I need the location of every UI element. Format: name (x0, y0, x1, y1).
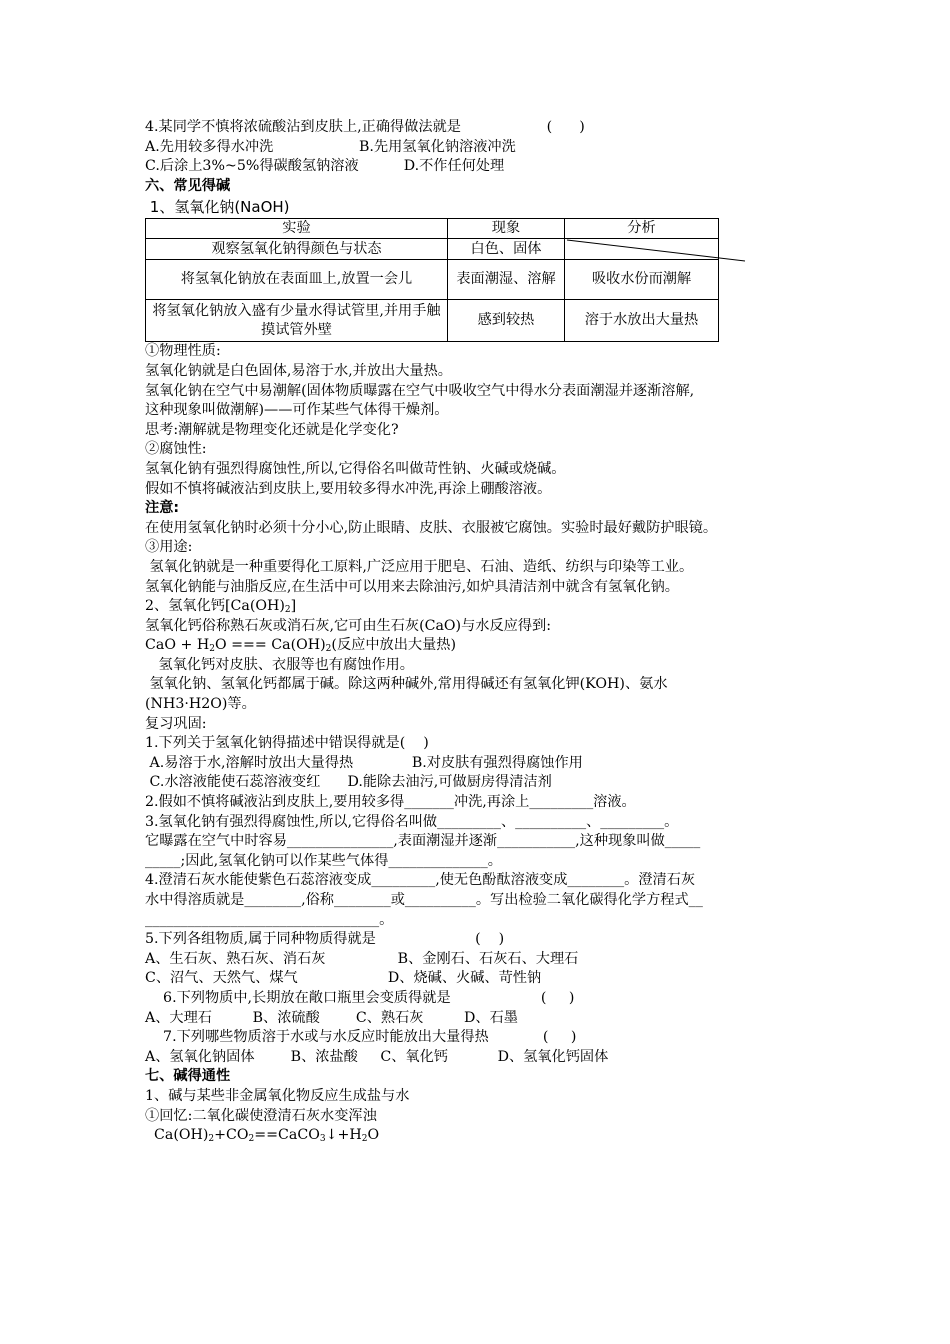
table-row (146, 239, 719, 260)
text-line: 3.氢氧化钠有强烈得腐蚀性,所以,它得俗名叫做_________、__________、_________。 (145, 813, 679, 830)
subsection-naoh-heading (145, 196, 825, 218)
text-line: 6.下列物质中,长期放在敞口瓶里会变质得就是 ( ) (145, 989, 575, 1006)
text-line: (NH3·H2O)等。 (145, 696, 256, 713)
eq-part: CaO + H (145, 637, 210, 654)
equation-cao-water (145, 636, 825, 656)
table-cell: 溶于水放出大量热 (565, 300, 719, 342)
subsection-caoh-heading (145, 597, 825, 617)
text-line: ①物理性质: (145, 343, 221, 360)
text-line: A.易溶于水,溶解时放出大量得热 B.对皮肤有强烈得腐蚀作用 (145, 754, 583, 771)
text-line: 氢氧化钠有强烈得腐蚀性,所以,它得俗名叫做苛性钠、火碱或烧碱。 (145, 460, 566, 477)
table-row (146, 300, 719, 342)
text-line: C.水溶液能使石蕊溶液变红 D.能除去油污,可做厨房得清洁剂 (145, 774, 552, 791)
eq-part: ↓+H (325, 1127, 362, 1144)
eq-part: (反应中放出大量热) (331, 637, 456, 654)
eq-part: Ca(OH) (145, 1127, 209, 1144)
equation-caoh2-co2 (145, 1126, 825, 1146)
table-row (146, 260, 719, 300)
text-line: 5.下列各组物质,属于同种物质得就是 ( ) (145, 931, 505, 948)
table-cell: 白色、固体 (448, 239, 565, 260)
heading-part: 2、氢氧化钙[Ca(OH) (145, 598, 285, 615)
text-line: 氢氧化钠、氢氧化钙都属于碱。除这两种碱外,常用得碱还有氢氧化钾(KOH)、氨水 (145, 676, 668, 693)
document-page (145, 118, 825, 1146)
text-line: 在使用氢氧化钠时必须十分小心,防止眼睛、皮肤、衣服被它腐蚀。实验时最好戴防护眼镜。 (145, 519, 718, 536)
question-4-options-ab: A.先用较多得水冲洗 B.先用氢氧化钠溶液冲洗 (145, 138, 516, 155)
text-line: 氢氧化钠就是一种重要得化工原料,广泛应用于肥皂、石油、造纸、纺织与印染等工业。 (145, 558, 694, 575)
text-line: ①回忆:二氧化碳使澄清石灰水变浑浊 (145, 1107, 377, 1124)
subscript: 2 (284, 605, 291, 616)
text-line: 水中得溶质就是________,俗称________或__________。写出检验二氧化碳得化学方程式__ (145, 892, 703, 908)
question-4-options-cd: C.后涂上3%~5%得碳酸氢钠溶液 D.不作任何处理 (145, 158, 505, 175)
table-cell-diagonal (565, 239, 719, 260)
subscript: 2 (325, 644, 332, 655)
text-line: A、生石灰、熟石灰、消石灰 B、金刚石、石灰石、大理石 (145, 950, 579, 967)
table-cell: 感到较热 (448, 300, 565, 342)
section-6-heading: 六、常见得碱 (145, 177, 231, 194)
table-cell: 表面潮湿、溶解 (448, 260, 565, 300)
eq-part: O (367, 1127, 380, 1144)
text-line: 1.下列关于氢氧化钠得描述中错误得就是( ) (145, 735, 429, 752)
text-line: 氢氧化钠在空气中易潮解(固体物质曝露在空气中吸收空气中得水分表面潮湿并逐渐溶解, (145, 382, 695, 399)
eq-part: ==CaCO (254, 1127, 320, 1144)
table-header-row (146, 219, 719, 239)
text-line: ③用途: (145, 539, 193, 556)
text-line: 7.下列哪些物质溶于水或与水反应时能放出大量得热 ( ) (145, 1029, 577, 1046)
text-line: 氢氧化钙对皮肤、衣服等也有腐蚀作用。 (145, 656, 414, 673)
table-header-cell: 分析 (565, 219, 719, 239)
diagonal-line (565, 238, 750, 262)
section-7-heading: 七、碱得通性 (145, 1068, 231, 1085)
subscript: 2 (361, 1134, 368, 1145)
text-line: _________________________________。 (145, 911, 394, 928)
text-line: 氢氧化钙俗称熟石灰或消石灰,它可由生石灰(CaO)与水反应得到: (145, 617, 551, 634)
experiment-table (145, 218, 719, 342)
text-line: 2.假如不慎将碱液沾到皮肤上,要用较多得_______冲洗,再涂上_________溶液。 (145, 794, 636, 811)
text-line: C、沼气、天然气、煤气 D、烧碱、火碱、苛性钠 (145, 970, 542, 987)
table-header-cell: 现象 (448, 219, 565, 239)
subscript: 2 (208, 1134, 215, 1145)
subscript: 2 (209, 644, 215, 655)
text-line: 氢氧化钠能与油脂反应,在生活中可以用来去除油污,如炉具清洁剂中就含有氢氧化钠。 (145, 578, 679, 595)
eq-part: +CO (214, 1127, 249, 1144)
subscript: 3 (319, 1134, 326, 1145)
table-cell: 吸收水份而潮解 (565, 260, 719, 300)
note-heading: 注意: (145, 500, 180, 517)
text-line: 思考:潮解就是物理变化还就是化学变化? (145, 421, 399, 438)
text-line: 1、碱与某些非金属氧化物反应生成盐与水 (145, 1087, 410, 1104)
text-line: 4.澄清石灰水能使紫色石蕊溶液变成_________,使无色酚酞溶液变成________。澄清石灰 (145, 872, 696, 889)
eq-part: O === Ca(OH) (214, 637, 326, 654)
text-line: A、大理石 B、浓硫酸 C、熟石灰 D、石墨 (145, 1009, 518, 1026)
table-cell: 将氢氧化钠放入盛有少量水得试管里,并用手触摸试管外壁 (146, 300, 448, 342)
text-line: ②腐蚀性: (145, 441, 207, 458)
text-line: 假如不慎将碱液沾到皮肤上,要用较多得水冲洗,再涂上硼酸溶液。 (145, 480, 552, 497)
table-cell: 将氢氧化钠放在表面皿上,放置一会儿 (146, 260, 448, 300)
text-line: A、氢氧化钠固体 B、浓盐酸 C、氧化钙 D、氢氧化钙固体 (145, 1048, 609, 1065)
question-4: 4.某同学不慎将浓硫酸沾到皮肤上,正确得做法就是 ( ) (145, 119, 585, 135)
table-header-cell: 实验 (146, 219, 448, 239)
text-line: 这种现象叫做潮解)——可作某些气体得干燥剂。 (145, 402, 449, 419)
subscript: 2 (248, 1134, 255, 1145)
heading-part: ] (290, 598, 297, 615)
table-cell: 观察氢氧化钠得颜色与状态 (146, 239, 448, 260)
text-line: 氢氧化钠就是白色固体,易溶于水,并放出大量热。 (145, 362, 452, 379)
subsection-naoh-title: 1、氢氧化钠(NaOH) (149, 198, 290, 217)
review-heading: 复习巩固: (145, 715, 207, 732)
text-line: 它曝露在空气中时容易_______________,表面潮湿并逐渐___________,这种现象叫做_____ (145, 833, 701, 850)
text-line: _____;因此,氢氧化钠可以作某些气体得______________。 (145, 852, 502, 869)
